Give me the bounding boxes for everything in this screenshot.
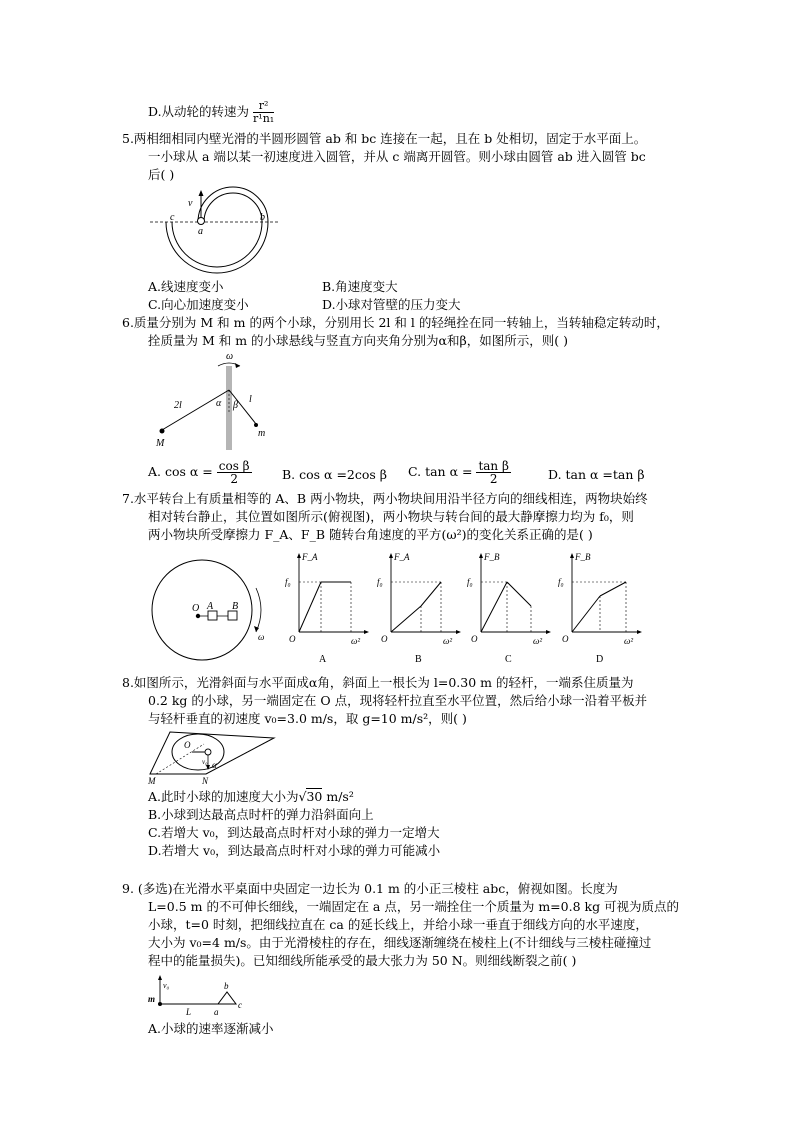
q7-graph-c-f0: f₀ [467,577,473,587]
q7-graph-a-x: ω² [351,636,361,646]
q9-label-c: c [238,1000,242,1010]
q7-line3: 两小物块所受摩擦力 F_A、F_B 随转台角速度的平方(ω²)的变化关系正确的是( ) [148,527,593,542]
q8-line1: 8.如图所示，光滑斜面与水平面成α角，斜面上一根长为 l=0.30 m 的轻杆，一端系住质量为 [122,675,634,690]
q9-label-m: m [148,994,156,1004]
q7-graph-a-origin: O [289,634,296,644]
q7-label-A: A [207,601,214,612]
q6-c-frac-den: 2 [489,472,498,486]
q4-frac-num: r² [253,100,274,113]
q6-option-c-fraction [476,460,510,485]
q9-label-b: b [224,981,229,991]
q4-option-d-fraction [253,100,274,125]
q5-line1: 5.两相细相同内壁光滑的半圆形圆管 ab 和 bc 连接在一起，且在 b 处相切，固定于水平面上。 [122,131,647,146]
q5-label-c: c [170,212,175,223]
q6-option-b: B. cos α =2cos β [282,467,388,482]
q6-label-l: l [249,394,252,405]
q7-graph-b-y: F_A [394,552,410,562]
q7-graph-d [556,548,646,666]
q6-option-c-text: C. tan α = [408,464,473,479]
q6-label-alpha: α [216,398,222,409]
q9-label-L: L [186,1007,192,1017]
q6-option-a-fraction [217,460,252,485]
q7-graph-b-x: ω² [443,636,453,646]
q5-option-d: D.小球对管壁的压力变大 [322,297,461,312]
q5-line2: 一小球从 a 端以某一初速度进入圆管，并从 c 端离开圆管。则小球由圆管 ab 进入圆管 bc [148,149,646,164]
q5-label-v: v [188,198,193,209]
q5-figure [148,184,288,276]
q7-graph-c-y: F_B [484,552,500,562]
q7-label-O: O [192,603,200,614]
q5-option-b: B.角速度变大 [322,279,398,294]
q9-option-a: A.小球的速率逐渐减小 [148,1021,274,1036]
q6-figure [148,352,288,452]
q7-graph-b-f0: f₀ [377,577,383,587]
q6-option-a-text: A. cos α = [148,464,213,479]
q8-option-d: D.若增大 v₀，到达最高点时杆对小球的弹力可能减小 [148,843,441,858]
q7-graph-a [283,548,373,666]
q6-option-c [408,460,511,485]
q9-line1: 9. (多选)在光滑水平桌面中央固定一边长为 0.1 m 的小正三棱柱 abc，俯视如图。长度为 [122,881,618,896]
q6-line2: 拴质量为 M 和 m 的小球悬线与竖直方向夹角分别为α和β，如图所示，则( ) [148,333,568,348]
q8-option-a-unit: m/s² [322,789,354,804]
q7-graph-d-y: F_B [575,552,591,562]
q8-label-N: N [202,776,209,786]
q8-option-a [148,788,354,805]
q8-label-v0: v₀ [202,758,208,766]
q5-label-a: a [198,226,203,237]
q6-label-M: M [156,438,165,449]
q5-label-b: b [260,212,265,223]
q7-line2: 相对转台静止，其位置如图所示(俯视图)，两小物块与转台间的最大静摩擦力均为 f₀，则 [148,509,634,524]
q7-graph-d-label: D [596,654,604,665]
q5-option-a: A.线速度变小 [148,279,224,294]
q7-label-B: B [232,601,239,612]
q7-graph-c-origin: O [471,634,478,644]
q9-line5: 程中的能量损失)。已知细线所能承受的最大张力为 50 N。则细线断裂之前( ) [148,953,577,968]
q6-a-frac-num: cos β [218,459,250,473]
q8-line2: 0.2 kg 的小球，另一端固定在 O 点，现将轻杆拉直至水平位置，然后给小球一沿着平板并 [148,693,648,708]
q8-option-b: B.小球到达最高点时杆的弹力沿斜面向上 [148,807,374,822]
q9-line4: 大小为 v₀=4 m/s。由于光滑棱柱的存在，细线逐渐缠绕在棱柱上(不计细线与三棱柱碰撞过 [148,935,652,950]
q6-option-d: D. tan α =tan β [548,467,645,482]
q7-graph-d-origin: O [562,634,569,644]
q7-graph-c-label: C [505,654,512,665]
q9-figure [146,972,246,1018]
q7-graph-c-x: ω² [533,636,543,646]
q7-graph-d-f0: f₀ [558,577,564,587]
sqrt-icon: √ [298,789,307,804]
q7-graph-a-f0: f₀ [285,577,291,587]
q6-line1: 6.质量分别为 M 和 m 的两个小球，分别用长 2l 和 l 的轻绳拴在同一转轴上，当转轴稳定转动时， [122,315,669,330]
q9-label-v0: v₀ [163,981,170,990]
q8-option-c: C.若增大 v₀，到达最高点时杆对小球的弹力一定增大 [148,825,440,840]
q4-option-d [148,100,274,125]
q6-label-omega: ω [226,352,234,362]
q4-frac-den: r¹n₁ [253,112,275,125]
q5-line3: 后( ) [148,167,175,182]
q8-label-O: O [184,740,191,750]
q7-graph-b [375,548,465,666]
q8-figure [146,728,278,786]
q6-label-m: m [258,428,266,439]
q6-c-frac-num: tan β [478,459,509,473]
q7-label-omega: ω [258,632,265,642]
q7-graph-d-x: ω² [624,636,634,646]
q8-label-M: M [148,776,156,786]
q7-turntable-figure [148,548,278,666]
q6-label-beta: β [233,400,238,411]
q9-line2: L=0.5 m 的不可伸长细线，一端固定在 a 点，另一端拴住一个质量为 m=0.8 kg 可视为质点的 [148,899,680,914]
q4-option-d-text: D.从动轮的转速为 [148,104,250,119]
q7-graph-a-label: A [319,654,327,665]
q8-option-a-radicand: 30 [306,789,323,804]
q6-a-frac-den: 2 [230,472,239,486]
q8-line3: 与轻杆垂直的初速度 v₀=3.0 m/s，取 g=10 m/s²，则( ) [148,711,467,726]
q7-graph-c [465,548,555,666]
q8-label-alpha: α [212,760,217,770]
q6-label-2l: 2l [174,400,182,411]
q9-label-a: a [214,1007,219,1017]
q8-option-a-text: A.此时小球的加速度大小为 [148,789,299,804]
q7-graph-b-origin: O [381,634,388,644]
q9-line3: 小球，t=0 时刻，把细线拉直在 ca 的延长线上，并给小球一垂直于细线方向的水平速度， [148,917,648,932]
q5-option-c: C.向心加速度变小 [148,297,249,312]
q7-graph-a-y: F_A [302,552,318,562]
q7-graph-b-label: B [415,654,422,665]
q6-option-a [148,460,252,485]
q7-line1: 7.水平转台上有质量相等的 A、B 两小物块，两小物块间用沿半径方向的细线相连，两物块始终 [122,491,648,506]
